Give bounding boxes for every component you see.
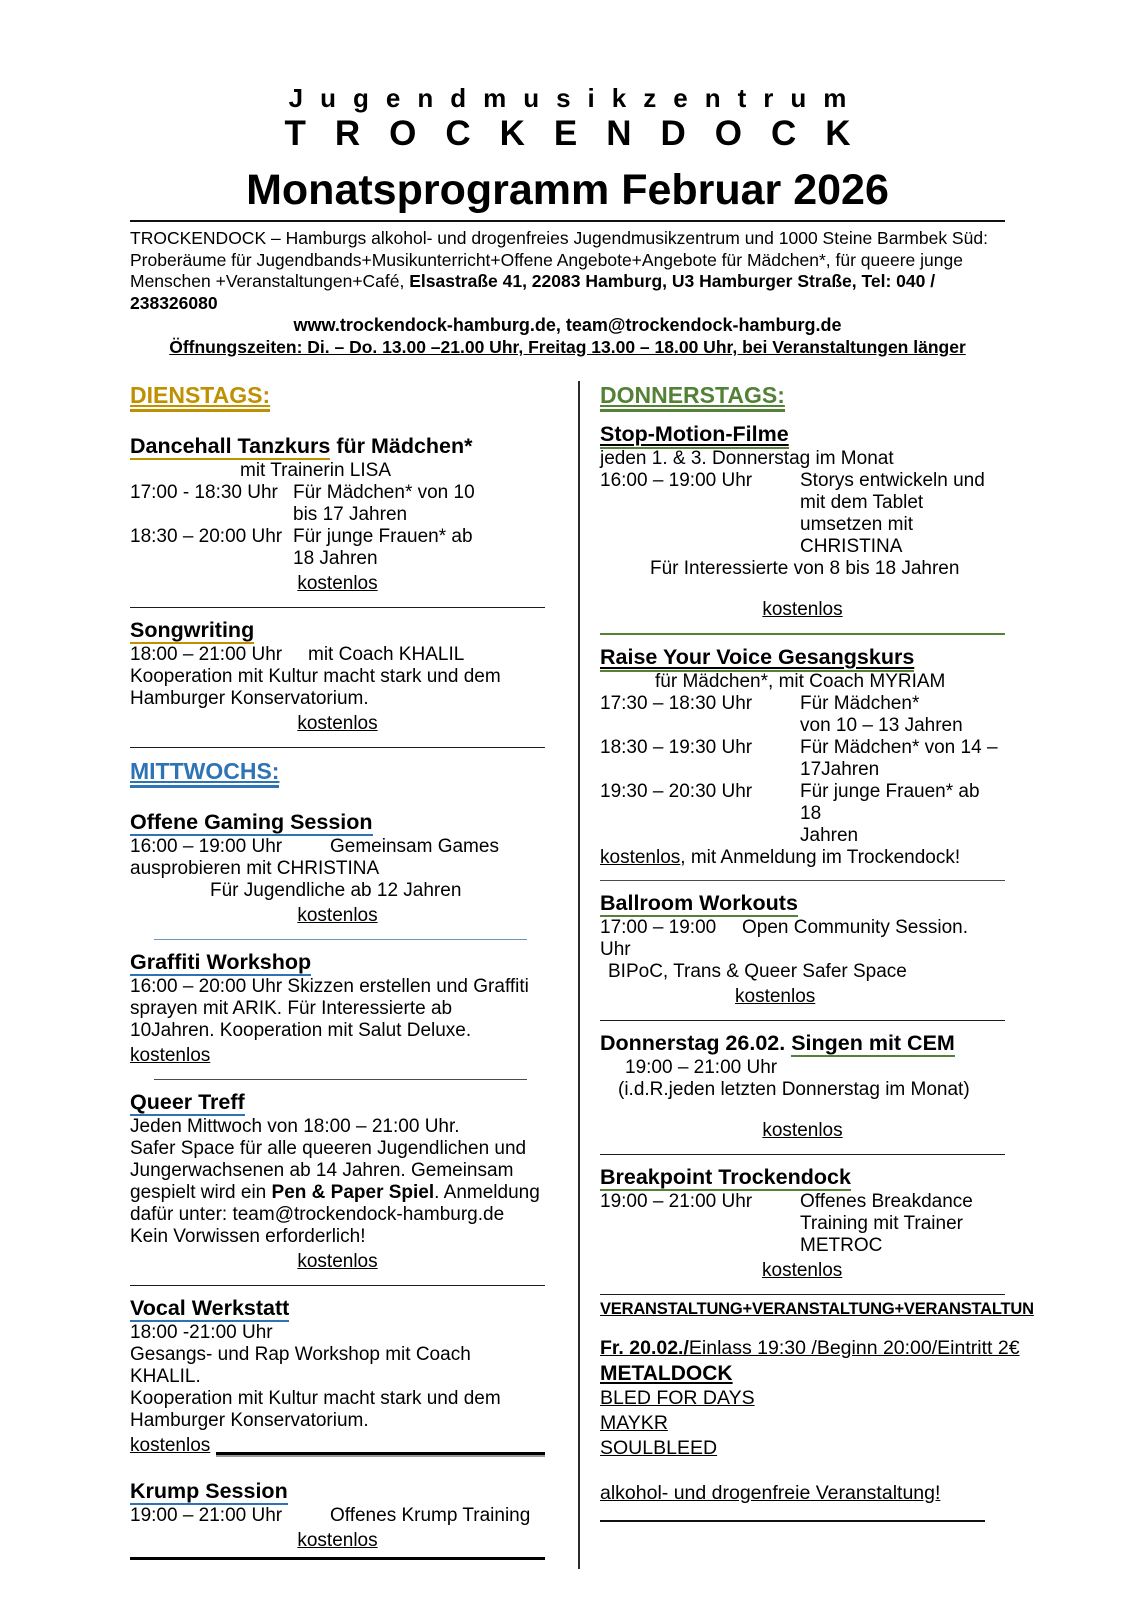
section-title: Breakpoint Trockendock bbox=[600, 1165, 851, 1189]
text-line: von 10 – 13 Jahren bbox=[800, 715, 963, 736]
price-label: kostenlos bbox=[297, 905, 378, 926]
section-title: Songwriting bbox=[130, 618, 255, 642]
day-heading-wednesdays: MITTWOCHS: bbox=[130, 757, 545, 785]
text-line: 16:00 – 20:00 Uhr Skizzen erstellen und Graffiti bbox=[130, 976, 529, 997]
section-metaldock-event bbox=[600, 1336, 1020, 1506]
price-label: kostenlos bbox=[735, 986, 816, 1007]
text-line: für Mädchen*, mit Coach MYRIAM bbox=[655, 671, 946, 692]
section-raise-your-voice bbox=[600, 644, 1005, 869]
text-line: bis 17 Jahren bbox=[293, 504, 408, 525]
price-label: kostenlos bbox=[762, 1120, 843, 1141]
text-line: mit Trainerin LISA bbox=[240, 460, 391, 481]
column-tuesday-wednesday bbox=[130, 381, 580, 1569]
text-line: Kein Vorwissen erforderlich! bbox=[130, 1226, 366, 1247]
section-title: Krump Session bbox=[130, 1479, 288, 1503]
section-dancehall bbox=[130, 433, 545, 596]
schedule-row: 19:00 – 21:00 Uhr Offenes Krump Training bbox=[130, 1505, 531, 1526]
band-name: SOULBLEED bbox=[600, 1437, 718, 1459]
section-title: Donnerstag 26.02. Singen mit CEM bbox=[600, 1031, 955, 1055]
section-vocal-werkstatt bbox=[130, 1295, 545, 1458]
divider bbox=[154, 939, 527, 940]
section-title: Dancehall Tanzkurs für Mädchen* bbox=[130, 434, 473, 458]
schedule-row: 18:30 – 19:30 Uhr Für Mädchen* von 14 – bbox=[600, 737, 998, 758]
text-line: 10Jahren. Kooperation mit Salut Deluxe. bbox=[130, 1020, 472, 1041]
price-label: kostenlos bbox=[297, 573, 378, 594]
schedule-row: 18:30 – 20:00 Uhr Für junge Frauen* ab bbox=[130, 526, 473, 547]
text-line: 18:00 -21:00 Uhr bbox=[130, 1322, 273, 1343]
price-label: kostenlos bbox=[130, 1434, 545, 1458]
text-line: Für Jugendliche ab 12 Jahren bbox=[210, 880, 462, 901]
schedule-row: 17:00 - 18:30 Uhr Für Mädchen* von 10 bbox=[130, 482, 475, 503]
divider bbox=[130, 747, 545, 748]
schedule-row: 17:30 – 18:30 Uhr Für Mädchen* bbox=[600, 693, 920, 714]
highlight-text: Pen & Paper Spiel bbox=[271, 1182, 435, 1203]
text-line: Für Interessierte von 8 bis 18 Jahren bbox=[650, 558, 960, 579]
divider bbox=[130, 1285, 545, 1286]
section-queer-treff bbox=[130, 1089, 545, 1274]
section-singen-mit-cem bbox=[600, 1030, 1005, 1143]
events-banner: VERANSTALTUNG+VERANSTALTUNG+VERANSTALTUN bbox=[600, 1300, 1034, 1318]
intro-paragraph bbox=[130, 228, 1005, 314]
divider bbox=[600, 1520, 985, 1522]
price-label: kostenlos bbox=[297, 1530, 378, 1551]
section-title: Ballroom Workouts bbox=[600, 891, 798, 915]
section-krump bbox=[130, 1478, 545, 1553]
header bbox=[130, 84, 1005, 359]
text-line: Gesangs- und Rap Workshop mit Coach bbox=[130, 1344, 471, 1365]
intro-line-3: Menschen +Veranstaltungen+Café, bbox=[130, 271, 410, 291]
schedule-row: 17:00 – 19:00 Uhr Open Community Session. bbox=[600, 917, 968, 960]
divider bbox=[600, 633, 1005, 635]
column-thursday bbox=[580, 381, 1034, 1569]
section-songwriting bbox=[130, 617, 545, 736]
day-heading-tuesdays: DIENSTAGS: bbox=[130, 381, 545, 409]
text-line: dafür unter: team@trockendock-hamburg.de bbox=[130, 1204, 505, 1225]
section-breakpoint bbox=[600, 1164, 1005, 1283]
schedule-row: 16:00 – 19:00 Uhr Gemeinsam Games bbox=[130, 836, 499, 857]
contact-line: www.trockendock-hamburg.de, team@trockendock-hamburg.de bbox=[293, 315, 842, 335]
price-label: kostenlos bbox=[297, 1251, 378, 1272]
price-label: kostenlos bbox=[297, 713, 378, 734]
section-title: Graffiti Workshop bbox=[130, 950, 312, 974]
opening-hours: Öffnungszeiten: Di. – Do. 13.00 –21.00 Uhr, Freitag 13.00 – 18.00 Uhr, bei Veranstaltungen länger bbox=[169, 337, 966, 357]
section-title: Raise Your Voice Gesangskurs bbox=[600, 644, 1005, 671]
section-title: Offene Gaming Session bbox=[130, 810, 373, 834]
program-columns bbox=[130, 381, 1034, 1569]
section-gaming bbox=[130, 809, 545, 928]
text-line: gespielt wird ein Pen & Paper Spiel. Anmeldung bbox=[130, 1182, 540, 1203]
divider bbox=[154, 1079, 527, 1080]
intro-line-2: Proberäume für Jugendbands+Musikunterricht+Offene Angebote+Angebote für Mädchen*, für queere junge bbox=[130, 249, 963, 270]
schedule-row: 16:00 – 19:00 Uhr Storys entwickeln und bbox=[600, 470, 985, 491]
text-line: (i.d.R.jeden letzten Donnerstag im Monat) bbox=[618, 1079, 970, 1100]
text-line: Jahren bbox=[800, 825, 859, 846]
text-line: sprayen mit ARIK. Für Interessierte ab bbox=[130, 998, 453, 1019]
text-line: jeden 1. & 3. Donnerstag im Monat bbox=[600, 448, 894, 469]
text-line: 19:00 – 21:00 Uhr bbox=[625, 1057, 778, 1078]
day-heading-thursdays: DONNERSTAGS: bbox=[600, 381, 1005, 409]
text-line: umsetzen mit bbox=[800, 514, 913, 535]
text-line: Hamburger Konservatorium. bbox=[130, 1410, 369, 1431]
divider bbox=[600, 1294, 1005, 1295]
text-line: KHALIL. bbox=[130, 1366, 201, 1387]
band-name: METALDOCK bbox=[600, 1362, 733, 1385]
divider bbox=[600, 1154, 1005, 1155]
section-ballroom bbox=[600, 890, 1005, 1009]
text-line: Hamburger Konservatorium. bbox=[130, 688, 369, 709]
text-line: Jungerwachsenen ab 14 Jahren. Gemeinsam bbox=[130, 1160, 514, 1181]
text-line: 18 Jahren bbox=[293, 548, 378, 569]
section-title: Vocal Werkstatt bbox=[130, 1296, 290, 1320]
text-line: Training mit Trainer bbox=[800, 1213, 963, 1234]
text-line: BIPoC, Trans & Queer Safer Space bbox=[608, 961, 907, 982]
section-stop-motion bbox=[600, 421, 1005, 622]
org-subtitle: Jugendmusikzentrum bbox=[288, 83, 864, 113]
schedule-row: 19:00 – 21:00 Uhr Offenes Breakdance bbox=[600, 1191, 973, 1212]
text-line: Kooperation mit Kultur macht stark und dem bbox=[130, 666, 501, 687]
price-label: kostenlos bbox=[130, 1045, 211, 1066]
header-rule bbox=[130, 220, 1005, 222]
text-line: Kooperation mit Kultur macht stark und dem bbox=[130, 1388, 501, 1409]
band-name: BLED FOR DAYS bbox=[600, 1387, 755, 1409]
text-line: mit dem Tablet bbox=[800, 492, 924, 513]
divider bbox=[600, 1020, 1005, 1021]
text-line: 17Jahren bbox=[800, 759, 880, 780]
page-title: Monatsprogramm Februar 2026 bbox=[246, 166, 889, 214]
text-line: Safer Space für alle queeren Jugendlichen und bbox=[130, 1138, 527, 1159]
price-label: kostenlos, mit Anmeldung im Trockendock! bbox=[600, 847, 961, 868]
divider bbox=[600, 880, 1005, 881]
section-title: Queer Treff bbox=[130, 1090, 245, 1114]
section-title: Stop-Motion-Filme bbox=[600, 421, 1005, 448]
event-date-line: Fr. 20.02./Einlass 19:30 /Beginn 20:00/Eintritt 2€ bbox=[600, 1337, 1020, 1359]
price-label: kostenlos bbox=[762, 1260, 843, 1281]
schedule-row: 19:30 – 20:30 Uhr Für junge Frauen* ab 18 bbox=[600, 781, 980, 824]
text-line: METROC bbox=[800, 1235, 883, 1256]
intro-line-1: TROCKENDOCK – Hamburgs alkohol- und drogenfreies Jugendmusikzentrum und 1000 Steine Barmbek Süd: bbox=[130, 228, 988, 248]
divider bbox=[130, 607, 545, 608]
band-name: MAYKR bbox=[600, 1412, 668, 1434]
address-text: Elsastraße 41, 22083 Hamburg, U3 Hamburger Straße, Tel: 040 / 238326080 bbox=[130, 271, 936, 313]
divider bbox=[216, 1452, 545, 1455]
org-name: TROCKENDOCK bbox=[284, 114, 880, 153]
event-note: alkohol- und drogenfreie Veranstaltung! bbox=[600, 1482, 941, 1504]
text-line: CHRISTINA bbox=[800, 536, 903, 557]
schedule-row: 18:00 – 21:00 Uhr mit Coach KHALIL bbox=[130, 644, 465, 665]
price-label: kostenlos bbox=[762, 599, 843, 620]
section-graffiti bbox=[130, 949, 545, 1068]
text-line: Jeden Mittwoch von 18:00 – 21:00 Uhr. bbox=[130, 1116, 460, 1137]
divider bbox=[130, 1557, 545, 1560]
text-line: ausprobieren mit CHRISTINA bbox=[130, 858, 380, 879]
